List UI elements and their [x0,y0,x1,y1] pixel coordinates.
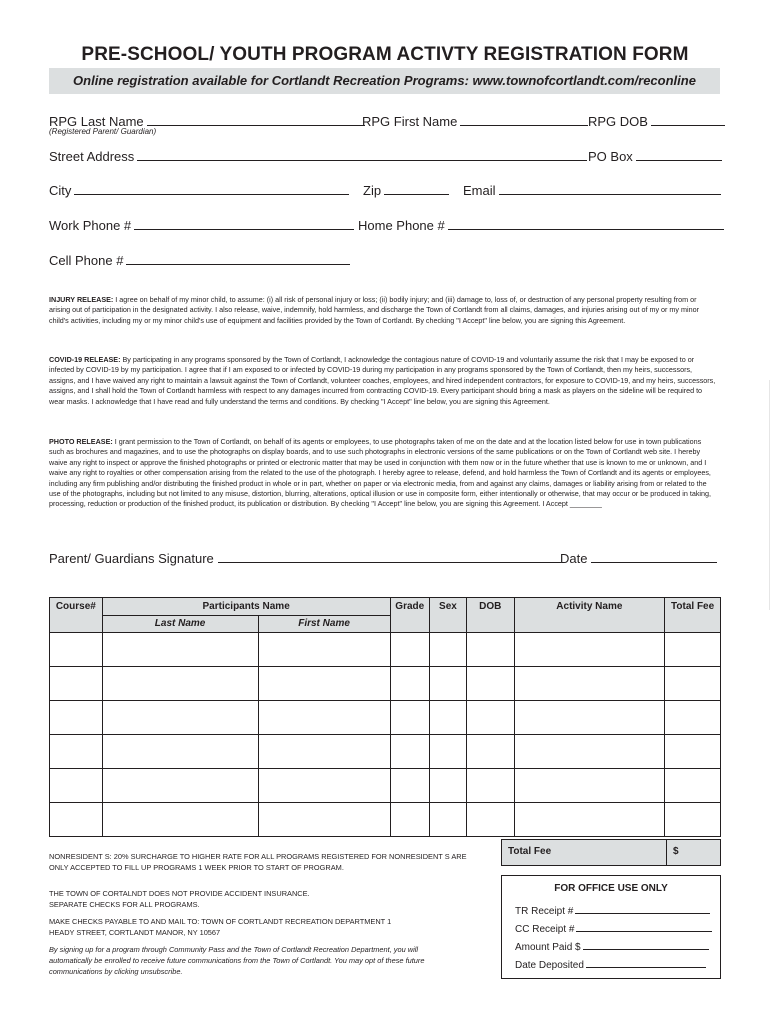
signature-field[interactable] [49,550,561,566]
signature-date-field[interactable] [560,550,717,566]
table-cell[interactable] [390,735,429,769]
participant-table [49,597,721,837]
course-header: Course# [50,598,103,633]
signature-label: Parent/ Guardians Signature [49,551,214,566]
table-cell[interactable] [429,701,466,735]
cc-receipt-field[interactable] [515,921,712,935]
table-cell[interactable] [467,633,514,667]
amount-paid-label: Amount Paid $ [515,942,581,953]
tr-receipt-field[interactable] [515,903,710,917]
work-phone-line[interactable] [134,217,354,230]
table-cell[interactable] [102,633,258,667]
table-cell[interactable] [429,667,466,701]
table-cell[interactable] [50,701,103,735]
table-cell[interactable] [50,803,103,837]
cell-phone-field[interactable] [49,252,350,268]
table-cell[interactable] [467,735,514,769]
table-cell[interactable] [665,769,721,803]
city-line[interactable] [74,182,349,195]
insurance-note: THE TOWN OF CORTALNDT DOES NOT PROVIDE ACCIDENT INSURANCE. SEPARATE CHECKS FOR ALL PROGRAMS. [49,889,310,909]
table-cell[interactable] [258,667,390,701]
table-row [50,701,721,735]
mail-note: MAKE CHECKS PAYABLE TO AND MAIL TO: TOWN OF CORTLANDT RECREATION DEPARTMENT 1 HEADY STREET, CORTLANDT MANOR, NY 10567 [49,917,392,937]
rpg-last-name-line[interactable] [147,113,365,126]
table-cell[interactable] [102,735,258,769]
photo-release-text: I grant permission to the Town of Cortlandt, on behalf of its agents or employees, to use photographs taken of me on the date and at the location listed below for use in town publications such as brochures and magazines, and to use the photographs on display boards, and to use such photographs in electronic versions of the same publications or on the Town of Cortlandt web site. I hereby waive any right to inspect or approve the finished photographs or printed or electronic matter that may be used in conjunction with them now or in the future whether that use is known to me or unknown, and I waive any right to royalties or other compensation arising from the related to the use of the photograph. I hereby agree to release, defend, and hold harmless the Town of Cortlandt and its agents or employees, including any firm publishing and/or distributing the finished product in whole or in part, whether on paper or via electronic media, from and against any claims, damages or liability arising from or related to the use of the photographs, including but not limited to any misuse, distortion, blurring, alterations, optical illusion or use in composite form, either intentionally or otherwise, that may occur or be produced in taking, processing, reduction or production of the finished product, its publication or distribution. By checking "I Accept" line below, you are signing this Agreement. I Accept ________ [49,437,712,509]
email-field[interactable] [463,182,721,198]
amount-paid-line[interactable] [583,939,709,950]
tr-receipt-line[interactable] [575,903,710,914]
table-cell[interactable] [429,803,466,837]
covid-release-label: COVID-19 RELEASE: [49,355,121,364]
signature-date-label: Date [560,551,588,566]
street-address-line[interactable] [137,148,587,161]
covid-release-text: By participating in any programs sponsored by the Town of Cortlandt, I acknowledge the contagious nature of COVID-19 and voluntarily assume the risk that I may be exposed to or infected by COVID-19 by my participation. I agree that if I am exposed to or infected by COVID-19 during my participation in any programs sponsored by the Town of Cortlandt, then my heirs, successors, assigns, and I have waived any right to maintain a lawsuit against the Town of Cortlandt, volunteer coaches, employees, and hired independent contractors, for exposure to COVID-19, and my heirs, successors, assigns, and I shall hold the Town of Cortlandt harmless with respect to any damages incurred from contracting COVID-19. Every participant should bring a mask as players on the sideline will be required to wear masks. I acknowledge that I have read and fully understand the terms and conditions. By checking "I Accept" line below, you are signing this Agreement. [49,355,716,406]
table-cell[interactable] [514,667,665,701]
last-name-header: Last Name [102,616,258,633]
cell-phone-line[interactable] [126,252,350,265]
online-registration-banner: Online registration available for Cortlandt Recreation Programs: www.townofcortlandt.com/reconline [49,68,720,94]
table-cell[interactable] [467,769,514,803]
table-row [50,803,721,837]
zip-label: Zip [363,183,382,198]
table-cell[interactable] [514,803,665,837]
po-box-field[interactable] [588,148,722,164]
table-cell[interactable] [102,667,258,701]
work-phone-label: Work Phone # [49,218,132,233]
email-line[interactable] [499,182,721,195]
date-deposited-label: Date Deposited [515,960,584,971]
rpg-dob-line[interactable] [651,113,725,126]
total-fee-header: Total Fee [665,598,721,633]
table-cell[interactable] [429,769,466,803]
city-field[interactable] [49,182,349,198]
total-fee-box [501,839,721,866]
table-cell[interactable] [258,735,390,769]
table-cell[interactable] [467,701,514,735]
table-cell[interactable] [50,633,103,667]
total-fee-value[interactable]: $ [673,846,679,857]
rpg-last-name-note: (Registered Parent/ Guardian) [49,127,157,136]
table-cell[interactable] [50,735,103,769]
tr-receipt-label: TR Receipt # [515,906,574,917]
home-phone-line[interactable] [448,217,724,230]
cc-receipt-line[interactable] [576,921,712,932]
table-cell[interactable] [102,769,258,803]
rpg-first-name-line[interactable] [460,113,588,126]
table-cell[interactable] [467,667,514,701]
rpg-dob-field[interactable] [588,113,725,129]
participants-name-header: Participants Name [102,598,390,616]
table-cell[interactable] [50,667,103,701]
form-title: PRE-SCHOOL/ YOUTH PROGRAM ACTIVTY REGISTRATION FORM [81,44,689,65]
table-cell[interactable] [390,633,429,667]
table-row [50,735,721,769]
home-phone-label: Home Phone # [358,218,445,233]
table-cell[interactable] [467,803,514,837]
street-address-label: Street Address [49,149,135,164]
rpg-first-name-field[interactable] [362,113,588,129]
cell-phone-label: Cell Phone # [49,253,124,268]
street-address-field[interactable] [49,148,587,164]
table-cell[interactable] [665,701,721,735]
communications-note: By signing up for a program through Community Pass and the Town of Cortlandt Recreation Department, you will automatically be enrolled to receive future communications from the Town of Cortlandt. You may opt of these future communications by clicking unsubscribe. [49,945,425,976]
email-label: Email [463,183,496,198]
signature-date-line[interactable] [591,550,717,563]
table-cell[interactable] [258,701,390,735]
table-cell[interactable] [390,701,429,735]
table-row [50,769,721,803]
table-cell[interactable] [390,769,429,803]
table-cell[interactable] [665,667,721,701]
rpg-first-name-label: RPG First Name [362,114,458,129]
date-deposited-field[interactable] [515,957,706,971]
table-cell[interactable] [258,633,390,667]
total-fee-label: Total Fee [502,840,667,865]
table-cell[interactable] [429,735,466,769]
injury-release-paragraph [49,295,717,326]
table-cell[interactable] [514,769,665,803]
table-row [50,667,721,701]
grade-header: Grade [390,598,429,633]
activity-name-header: Activity Name [514,598,665,633]
dob-header: DOB [467,598,514,633]
po-box-label: PO Box [588,149,633,164]
covid-release-paragraph [49,355,717,407]
table-cell[interactable] [258,769,390,803]
first-name-header: First Name [258,616,390,633]
rpg-dob-label: RPG DOB [588,114,648,129]
amount-paid-field[interactable] [515,939,709,953]
table-cell[interactable] [665,803,721,837]
cc-receipt-label: CC Receipt # [515,924,575,935]
sex-header: Sex [429,598,466,633]
injury-release-label: INJURY RELEASE: [49,295,114,304]
po-box-line[interactable] [636,148,722,161]
table-cell[interactable] [514,735,665,769]
date-deposited-line[interactable] [586,957,706,968]
injury-release-text: I agree on behalf of my minor child, to assume: (i) all risk of personal injury or loss; (ii) bodily injury; and (iii) damage to, loss of, or destruction of any personal property resulting from or arising out of participation in the designated activity. I also release, waive, indemnify, hold harmless, and discharge the Town of Cortlandt from all claims, damages, and injuries arising out of my or my minor child's activities, including my or my minor child's use of equipment and facilities provided by the Town of Cortlandt. By checking "I Accept" line below, you are signing this Agreement. [49,295,699,325]
table-cell[interactable] [429,633,466,667]
table-cell[interactable] [258,803,390,837]
office-use-box [501,875,721,979]
photo-release-label: PHOTO RELEASE: [49,437,113,446]
table-cell[interactable] [390,803,429,837]
work-phone-field[interactable] [49,217,354,233]
signature-line[interactable] [218,550,561,563]
rpg-last-name-label: RPG Last Name [49,114,144,129]
zip-field[interactable] [363,182,449,198]
table-cell[interactable] [50,769,103,803]
table-cell[interactable] [102,701,258,735]
table-cell[interactable] [665,735,721,769]
city-label: City [49,183,72,198]
photo-release-paragraph [49,437,717,510]
table-cell[interactable] [514,633,665,667]
table-cell[interactable] [665,633,721,667]
table-cell[interactable] [390,667,429,701]
nonresident-note: NONRESIDENT S: 20% SURCHARGE TO HIGHER RATE FOR ALL PROGRAMS REGISTERED FOR NONRESIDENT S ARE ONLY ACCEPTED TO FILL UP PROGRAMS 1 WEEK PRIOR TO START OF PROGRAM. [49,852,467,872]
office-use-heading: FOR OFFICE USE ONLY [554,883,668,894]
table-row [50,633,721,667]
table-cell[interactable] [514,701,665,735]
zip-line[interactable] [384,182,449,195]
home-phone-field[interactable] [358,217,724,233]
table-cell[interactable] [102,803,258,837]
